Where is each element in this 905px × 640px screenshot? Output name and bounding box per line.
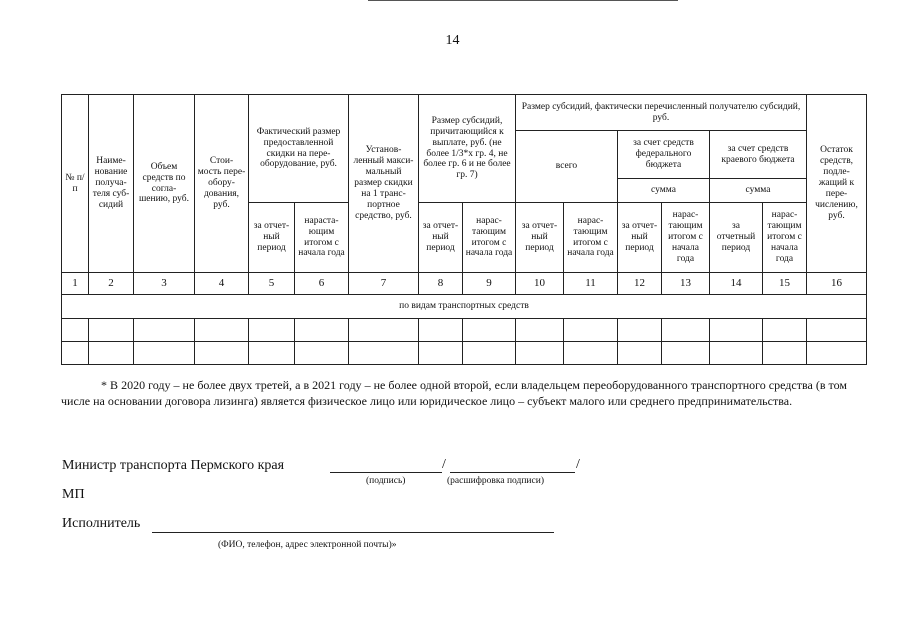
header-col-15: нарас- тающим итогом с начала года: [763, 203, 807, 273]
header-balance: Остаток средств, подле- жащий к пере- числению, руб.: [807, 95, 867, 273]
table-cell: [349, 319, 419, 342]
column-number: 14: [710, 273, 763, 295]
header-col-8: за отчет- ный период: [419, 203, 463, 273]
page-number: 14: [445, 33, 460, 48]
header-sum-federal: сумма: [618, 179, 710, 203]
column-number-row: [62, 273, 867, 295]
table-row: [62, 319, 867, 342]
column-number: 12: [618, 273, 662, 295]
table-cell: [249, 342, 295, 365]
header-col-10: за отчет- ный период: [516, 203, 564, 273]
header-federal-budget: за счет средств федерального бюджета: [618, 131, 710, 179]
signature-line: [330, 472, 442, 473]
signature-slash: /: [442, 457, 446, 472]
signature-decode-line: [450, 472, 575, 473]
header-subsidy-due: Размер субсидий, причитающийся к выплате, руб. (не более 1/3*х гр. 4, не более гр. 6 и не более гр. 7): [419, 95, 516, 203]
column-number: 5: [249, 273, 295, 295]
table-cell: [195, 319, 249, 342]
table-cell: [516, 319, 564, 342]
column-number: 7: [349, 273, 419, 295]
header-col-5: за отчет- ный период: [249, 203, 295, 273]
column-number: 10: [516, 273, 564, 295]
column-number: 2: [89, 273, 134, 295]
caption-signature-decode: (расшифровка подписи): [447, 476, 544, 486]
column-number: 3: [134, 273, 195, 295]
stamp-place-label: МП: [62, 487, 85, 502]
header-col-14: за отчетный период: [710, 203, 763, 273]
table-cell: [295, 319, 349, 342]
header-col-9: нарас- тающим итогом с начала года: [463, 203, 516, 273]
header-max-discount: Установ- ленный макси- мальный размер скидки на 1 транс- портное средство, руб.: [349, 95, 419, 273]
table-cell: [349, 342, 419, 365]
column-number: 16: [807, 273, 867, 295]
header-total: всего: [516, 131, 618, 203]
header-col-13: нарас- тающим итогом с начала года: [662, 203, 710, 273]
table-cell: [710, 342, 763, 365]
table-cell: [89, 319, 134, 342]
caption-executor: (ФИО, телефон, адрес электронной почты)»: [218, 540, 397, 550]
section-row-vehicle-types: по видам транспортных средств: [62, 295, 867, 319]
table-cell: [564, 319, 618, 342]
table-cell: [763, 319, 807, 342]
table-cell: [618, 319, 662, 342]
signature-slash-end: /: [576, 457, 580, 472]
table-cell: [295, 342, 349, 365]
table-cell: [134, 319, 195, 342]
header-recipient-name: Наиме- нование получа- теля суб- сидий: [89, 95, 134, 273]
table-cell: [419, 319, 463, 342]
column-number: 6: [295, 273, 349, 295]
table-cell: [662, 319, 710, 342]
column-number: 9: [463, 273, 516, 295]
table-cell: [463, 342, 516, 365]
table-cell: [134, 342, 195, 365]
header-col-12: за отчет- ный период: [618, 203, 662, 273]
minister-label: Министр транспорта Пермского края: [62, 458, 285, 473]
table-cell: [763, 342, 807, 365]
header-equipment-cost: Стои- мость пере- обору- дования, руб.: [195, 95, 249, 273]
header-col-11: нарас- тающим итогом с начала года: [564, 203, 618, 273]
table-cell: [564, 342, 618, 365]
subsidy-table: [61, 94, 867, 365]
column-number: 1: [62, 273, 89, 295]
table-cell: [89, 342, 134, 365]
footnote-text: * В 2020 году – не более двух третей, а в 2021 году – не более одной второй, если владельцем переоборудованного транспортного средства (в том числе на основании договора лизинга) является физическое лицо или юридическое лицо – субъект малого или среднего предпринимательства.: [61, 378, 847, 408]
column-number: 15: [763, 273, 807, 295]
top-rule: [368, 0, 678, 1]
table-cell: [618, 342, 662, 365]
header-actual-discount: Фактический размер предоставленной скидки на пере- оборудование, руб.: [249, 95, 349, 203]
table-cell: [463, 319, 516, 342]
executor-line: [152, 532, 554, 533]
table-cell: [710, 319, 763, 342]
header-regional-budget: за счет средств краевого бюджета: [710, 131, 807, 179]
table-cell: [62, 319, 89, 342]
table-cell: [62, 342, 89, 365]
table-cell: [195, 342, 249, 365]
column-number: 4: [195, 273, 249, 295]
table-cell: [807, 342, 867, 365]
header-col-6: нараста- ющим итогом с начала года: [295, 203, 349, 273]
table-cell: [419, 342, 463, 365]
header-subsidy-transferred: Размер субсидий, фактически перечисленный получателю субсидий, руб.: [516, 95, 807, 131]
header-agreement-volume: Объем средств по согла- шению, руб.: [134, 95, 195, 273]
column-number: 8: [419, 273, 463, 295]
caption-signature: (подпись): [366, 476, 406, 486]
table-cell: [807, 319, 867, 342]
header-number: № п/п: [62, 95, 89, 273]
executor-label: Исполнитель: [62, 516, 141, 531]
table-row: [62, 342, 867, 365]
column-number: 11: [564, 273, 618, 295]
table-cell: [662, 342, 710, 365]
column-number: 13: [662, 273, 710, 295]
header-sum-regional: сумма: [710, 179, 807, 203]
table-cell: [249, 319, 295, 342]
table-cell: [516, 342, 564, 365]
footnote: [61, 377, 847, 409]
